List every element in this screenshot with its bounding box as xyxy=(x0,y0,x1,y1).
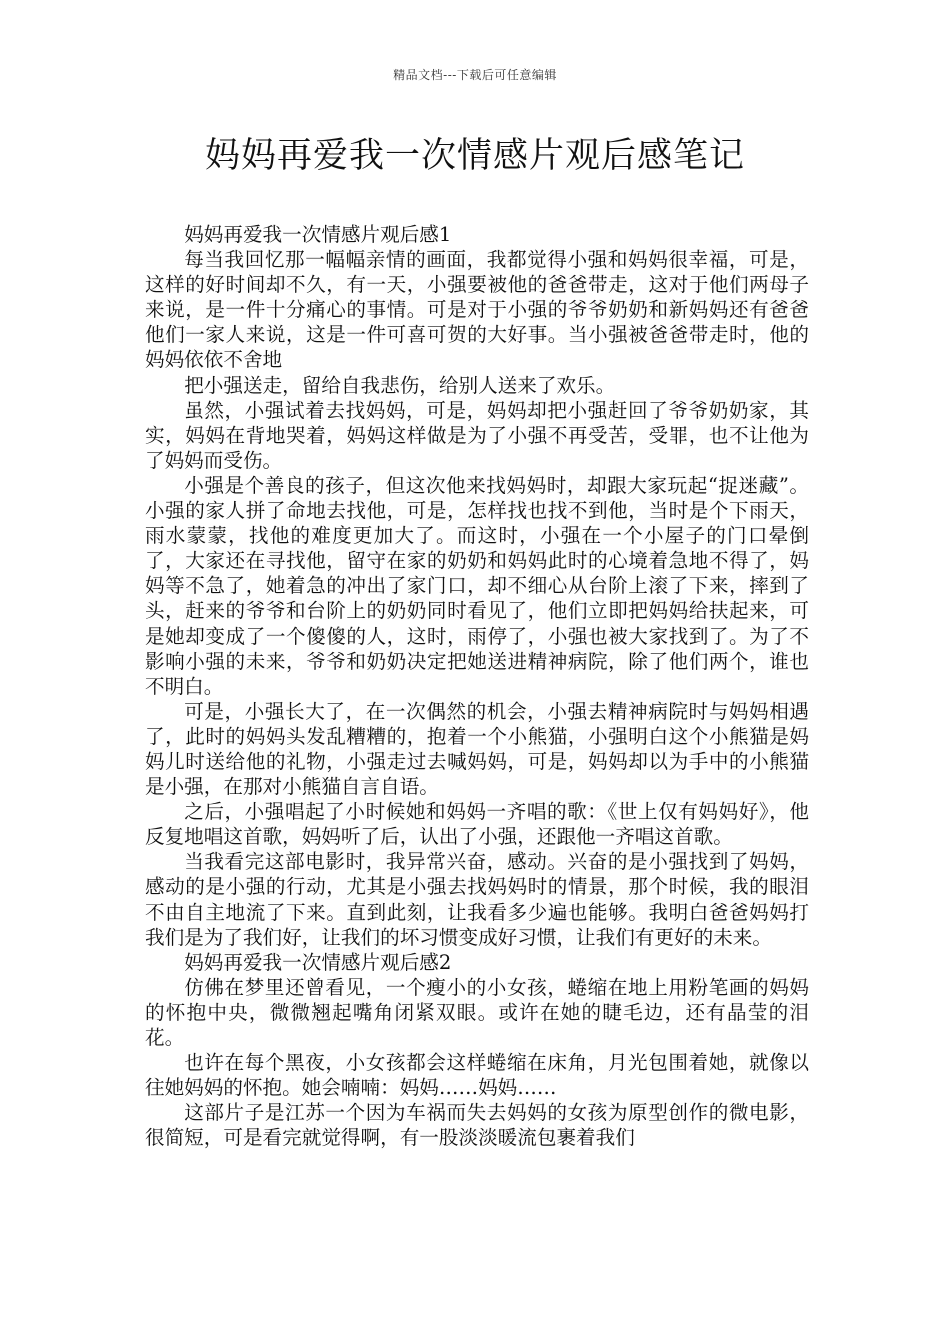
paragraph: 这部片子是江苏一个因为车祸而失去妈妈的女孩为原型创作的微电影，很简短，可是看完就觉得啊，有一股淡淡暖流包裹着我们 xyxy=(145,1101,809,1150)
paragraph: 虽然，小强试着去找妈妈，可是，妈妈却把小强赶回了爷爷奶奶家，其实，妈妈在背地哭着，妈妈这样做是为了小强不再受苦，受罪，也不让他为了妈妈而受伤。 xyxy=(145,398,809,472)
paragraph: 每当我回忆那一幅幅亲情的画面，我都觉得小强和妈妈很幸福，可是，这样的好时间却不久，有一天，小强要被他的爸爸带走，这对于他们两母子来说，是一件十分痛心的事情。可是对于小强的爷爷奶奶和新妈妈还有爸爸他们一家人来说，这是一件可喜可贺的大好事。当小强被爸爸带走时，他的妈妈依依不舍地 xyxy=(145,248,809,372)
header-note: 精品文档---下载后可任意编辑 xyxy=(393,68,557,82)
paragraph: 可是，小强长大了，在一次偶然的机会，小强去精神病院时与妈妈相遇了，此时的妈妈头发乱糟糟的，抱着一个小熊猫，小强明白这个小熊猫是妈妈儿时送给他的礼物，小强走过去喊妈妈，可是，妈妈却以为手中的小熊猫是小强，在那对小熊猫自言自语。 xyxy=(145,699,809,799)
document-body xyxy=(145,222,809,1150)
paragraph: 当我看完这部电影时，我异常兴奋，感动。兴奋的是小强找到了妈妈，感动的是小强的行动，尤其是小强去找妈妈时的情景，那个时候，我的眼泪不由自主地流了下来。直到此刻，让我看多少遍也能够。我明白爸爸妈妈打我们是为了我们好，让我们的坏习惯变成好习惯，让我们有更好的未来。 xyxy=(145,850,809,949)
paragraph: 小强是个善良的孩子，但这次他来找妈妈时，却跟大家玩起“捉迷藏”。小强的家人拼了命地去找他，可是，怎样找也找不到他，当时是个下雨天，雨水蒙蒙，找他的难度更加大了。而这时，小强在一个小屋子的门口晕倒了，大家还在寻找他，留守在家的奶奶和妈妈此时的心境着急地不得了，妈妈等不急了，她着急的冲出了家门口，却不细心从台阶上滚了下来，摔到了头，赶来的爷爷和台阶上的奶奶同时看见了，他们立即把妈妈给扶起来，可是她却变成了一个傻傻的人，这时，雨停了，小强也被大家找到了。为了不影响小强的未来，爷爷和奶奶决定把她送进精神病院，除了他们两个，谁也不明白。 xyxy=(145,473,809,698)
paragraph: 把小强送走，留给自我悲伤，给别人送来了欢乐。 xyxy=(184,373,616,397)
paragraph: 也许在每个黑夜，小女孩都会这样蜷缩在床角，月光包围着她，就像以往她妈妈的怀抱。她会喃喃：妈妈……妈妈…… xyxy=(145,1051,809,1100)
paragraph: 之后，小强唱起了小时候她和妈妈一齐唱的歌：《世上仅有妈妈好》，他反复地唱这首歌，妈妈听了后，认出了小强，还跟他一齐唱这首歌。 xyxy=(145,800,809,849)
paragraph: 仿佛在梦里还曾看见，一个瘦小的小女孩，蜷缩在地上用粉笔画的妈妈的怀抱中央，微微翘起嘴角闭紧双眼。或许在她的睫毛边，还有晶莹的泪花。 xyxy=(145,975,809,1049)
section-heading-1: 妈妈再爱我一次情感片观后感1 xyxy=(184,223,452,246)
section-heading-2: 妈妈再爱我一次情感片观后感2 xyxy=(184,950,452,974)
document-title: 妈妈再爱我一次情感片观后感笔记 xyxy=(204,136,745,176)
